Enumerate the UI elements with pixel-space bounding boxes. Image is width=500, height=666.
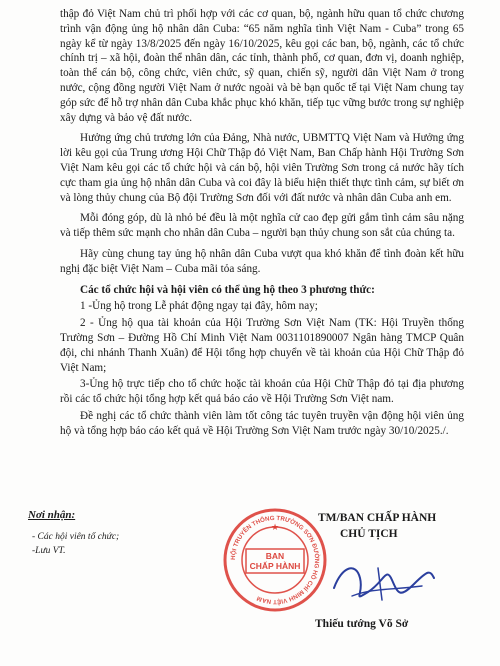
seal-center-text-2: CHẤP HÀNH [249, 561, 301, 571]
recipient-item: - Các hội viên tổ chức; [32, 532, 120, 542]
official-seal-stamp [222, 507, 328, 613]
paragraph-contribution: Mỗi đóng góp, dù là nhỏ bé đều là một nghĩa cử cao đẹp gửi gắm tình cảm sâu nặng và tiếp thêm sức mạnh cho nhân dân Cuba – người bạn thủy chung son sắt của chúng ta. [60, 212, 464, 240]
paragraph-response: Hưởng ứng chủ trương lớn của Đảng, Nhà nước, UBMTTQ Việt Nam và Hưởng ứng lời kêu gọi của Trung ương Hội Chữ Thập đỏ Việt Nam, Ban Chấp hành Hội Trường Sơn Việt Nam kêu gọi các tổ chức hội và cán bộ, hội viên Trường Sơn trong cả nước hãy tích cực tham gia ủng hộ nhân dân Cuba và coi đây là biểu hiện thiết thực tình cảm, sự biết ơn và lòng thủy chung của Bộ đội Trường Sơn đối với đất nước và nhân dân Cuba anh em. [60, 132, 464, 204]
recipients-block [28, 508, 178, 558]
paragraph-intro: thập đỏ Việt Nam chủ trì phối hợp với các cơ quan, bộ, ngành hữu quan tổ chức chương trình vận động ủng hộ nhân dân Cuba: “65 năm nghĩa tình Việt Nam - Cuba” trong 65 ngày kể từ ngày 13/8/2025 đến ngày 16/10/2025, kêu gọi các ban, bộ, ngành, các tổ chức chính trị – xã hội, đoàn thể nhân dân, các tỉnh, thành phố, cơ quan, đơn vị, doanh nghiệp, toàn thể cán bộ, công chức, viên chức, sỹ quan, chiến sỹ, người dân Việt Nam ở trong nước, cộng đồng người Việt Nam ở nước ngoài và bè bạn quốc tế tại Việt Nam chung tay góp sức để hỗ trợ nhân dân Cuba khắc phục khó khăn, tiếp tục vững bước trong sự nghiệp xây dựng và bảo vệ đất nước. [60, 8, 464, 124]
seal-ring-text: HỘI TRUYỀN THỐNG TRƯỜNG SƠN ĐƯỜNG HỒ CHÍ MINH VIỆT NAM [229, 514, 321, 606]
method-item-3: 3-Ủng hộ trực tiếp cho tổ chức hoặc tài khoản của Hội Chữ Thập đỏ tại địa phương rồi các tổ chức hội tổng hợp kết quả báo cáo về Hội Trường Sơn Việt nam. [60, 378, 464, 406]
signatory-name: Thiếu tướng Võ Sở [315, 618, 409, 630]
signatory-organization: TM/BAN CHẤP HÀNH [318, 512, 437, 524]
seal-center-text-1: BAN [265, 551, 285, 561]
svg-text:★: ★ [270, 522, 280, 532]
letter-body [60, 7, 464, 439]
signatory-role: CHỦ TỊCH [340, 528, 398, 540]
recipient-item: -Lưu VT. [32, 546, 66, 556]
method-item-2: 2 - Ủng hộ qua tài khoản của Hội Trường Sơn Việt Nam (TK: Hội Truyền thống Trường Sơn – Đường Hồ Chí Minh Việt Nam 0031101890007 Ngân hàng TMCP Quân đội, chi nhánh Thanh Xuân) để Hội tổng hợp chuyển về tài khoản của Hội Chữ Thập đỏ Việt Nam; [60, 317, 464, 374]
recipients-label: Nơi nhận: [28, 509, 76, 521]
handwritten-signature [322, 548, 442, 612]
paragraph-call-to-action: Hãy cùng chung tay ủng hộ nhân dân Cuba vượt qua khó khăn để tình đoàn kết hữu nghị đặc biệt Việt Nam – Cuba mãi tỏa sáng. [60, 247, 464, 275]
method-item-1: 1 -Ủng hộ trong Lễ phát động ngay tại đây, hôm nay; [80, 300, 318, 313]
methods-heading: Các tổ chức hội và hội viên có thể ủng hộ theo 3 phương thức: [80, 283, 375, 296]
closing-request: Đề nghị các tổ chức thành viên làm tốt công tác tuyên truyền vận động hội viên ủng hộ và tổng hợp báo cáo kết quả về Hội Trường Sơn Việt Nam trước ngày 30/10/2025./. [60, 409, 464, 437]
